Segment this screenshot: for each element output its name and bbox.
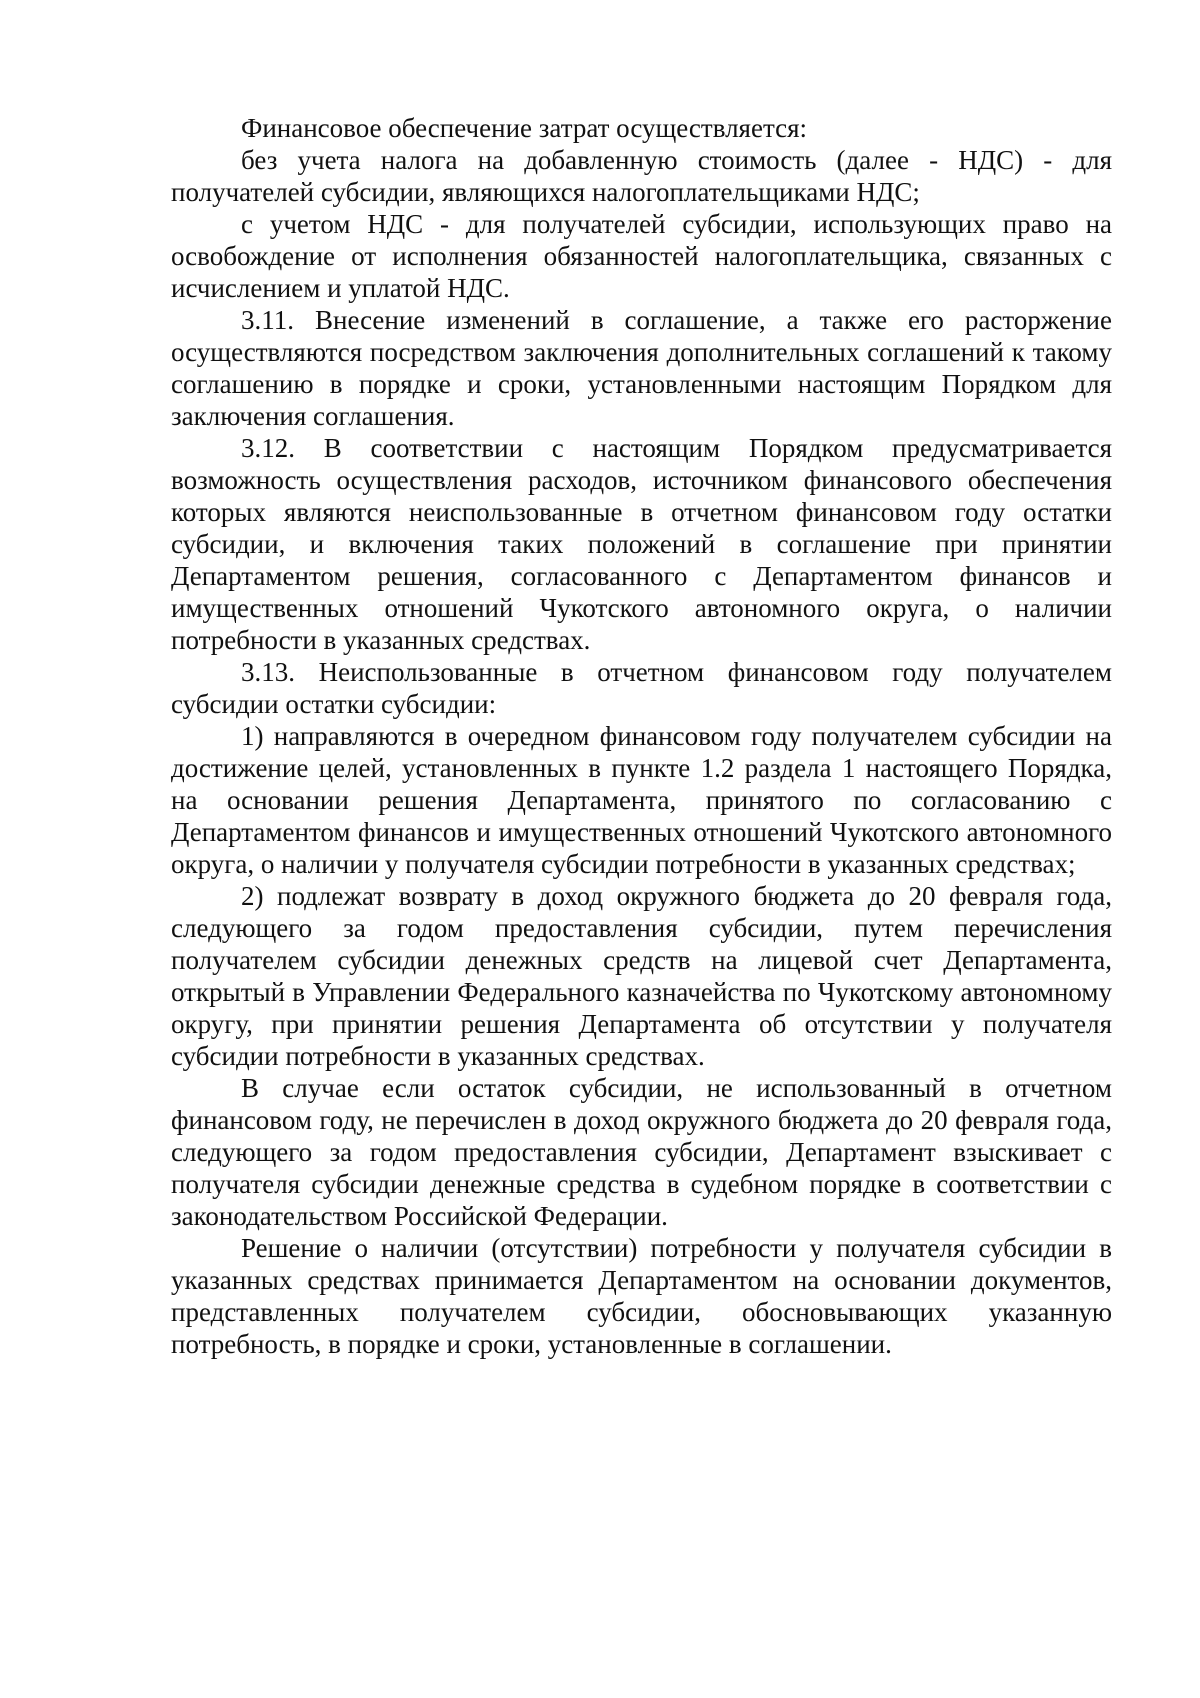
paragraph-financing-intro: Финансовое обеспечение затрат осуществляется: [241, 113, 807, 143]
paragraph-with-vat: с учетом НДС - для получателей субсидии, использующих право на освобождение от исполнения обязанностей налогоплательщика, связанных с исчислением и уплатой НДС. [171, 209, 1112, 303]
document-body [171, 112, 1112, 1360]
paragraph-without-vat: без учета налога на добавленную стоимость (далее - НДС) - для получателей субсидии, являющихся налогоплательщиками НДС; [171, 145, 1112, 207]
paragraph-3-12: 3.12. В соответствии с настоящим Порядком предусматривается возможность осуществления расходов, источником финансового обеспечения которых являются неиспользованные в отчетном финансовом году остатки субсидии, и включения таких положений в соглашение при принятии Департаментом решения, согласованного с Департаментом финансов и имущественных отношений Чукотского автономного округа, о наличии потребности в указанных средствах. [171, 433, 1112, 655]
paragraph-decision: Решение о наличии (отсутствии) потребности у получателя субсидии в указанных средствах принимается Департаментом на основании документов, представленных получателем субсидии, обосновывающих указанную потребность, в порядке и сроки, установленные в соглашении. [171, 1233, 1112, 1359]
paragraph-3-13: 3.13. Неиспользованные в отчетном финансовом году получателем субсидии остатки субсидии: [171, 657, 1112, 719]
paragraph-3-11: 3.11. Внесение изменений в соглашение, а также его расторжение осуществляются посредством заключения дополнительных соглашений к такому соглашению в порядке и сроки, установленными настоящим Порядком для заключения соглашения. [171, 305, 1112, 431]
paragraph-3-13-item-2: 2) подлежат возврату в доход окружного бюджета до 20 февраля года, следующего за годом предоставления субсидии, путем перечисления получателем субсидии денежных средств на лицевой счет Департамента, открытый в Управлении Федерального казначейства по Чукотскому автономному округу, при принятии решения Департамента об отсутствии у получателя субсидии потребности в указанных средствах. [171, 881, 1112, 1071]
paragraph-recovery: В случае если остаток субсидии, не использованный в отчетном финансовом году, не перечислен в доход окружного бюджета до 20 февраля года, следующего за годом предоставления субсидии, Департамент взыскивает с получателя субсидии денежные средства в судебном порядке в соответствии с законодательством Российской Федерации. [171, 1073, 1112, 1231]
paragraph-3-13-item-1: 1) направляются в очередном финансовом году получателем субсидии на достижение целей, установленных в пункте 1.2 раздела 1 настоящего Порядка, на основании решения Департамента, принятого по согласованию с Департаментом финансов и имущественных отношений Чукотского автономного округа, о наличии у получателя субсидии потребности в указанных средствах; [171, 721, 1112, 879]
